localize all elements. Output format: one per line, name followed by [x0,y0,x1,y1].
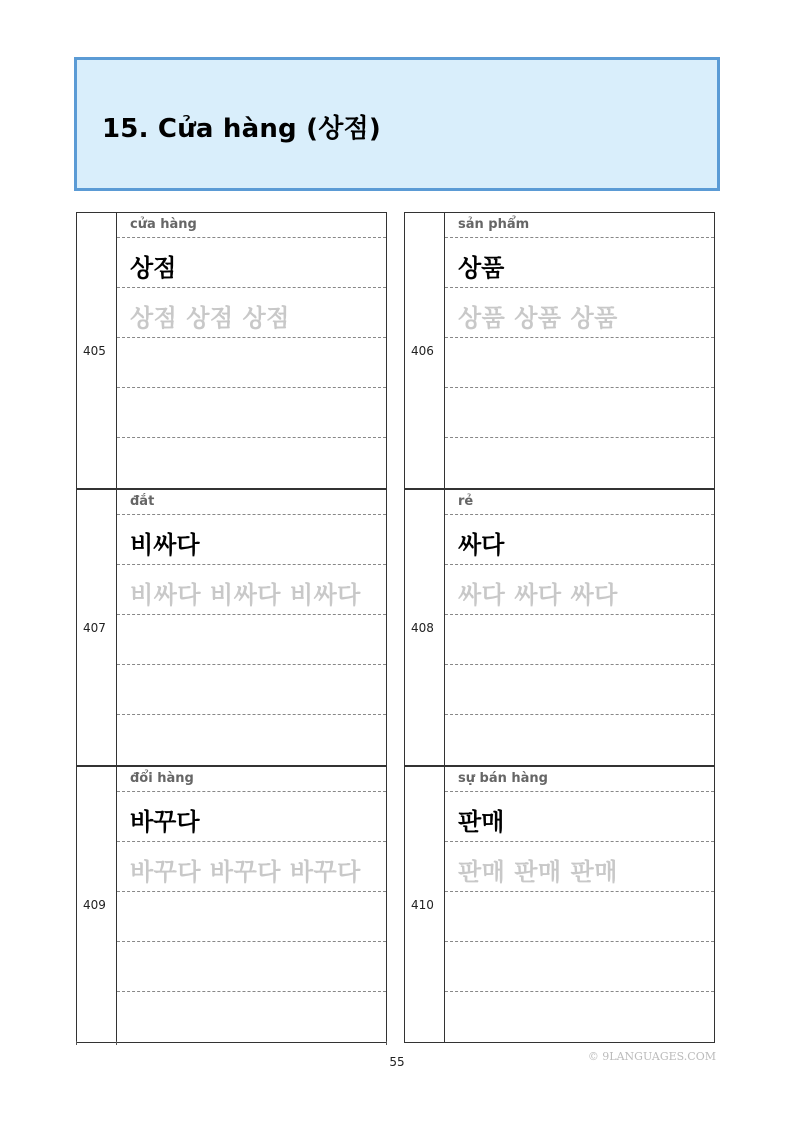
number-column [77,490,117,765]
korean-word: 싸다 [458,531,505,559]
meaning-label: đổi hàng [117,767,386,792]
writing-line[interactable] [117,388,386,438]
writing-line[interactable] [445,388,714,438]
trace-practice: 판매 판매 판매 [458,858,618,886]
korean-word: 바꾸다 [130,808,200,836]
writing-line[interactable] [445,942,714,992]
writing-line[interactable] [445,615,714,665]
writing-line[interactable] [445,892,714,942]
number-column [405,213,445,488]
writing-line[interactable] [117,942,386,992]
meaning-label: sản phẩm [445,213,714,238]
number-column [77,767,117,1042]
writing-line[interactable] [117,665,386,715]
writing-line[interactable] [117,715,386,765]
page-title: 15. Cửa hàng (상점) [102,114,381,144]
margin-tick [76,1041,77,1045]
korean-word: 판매 [458,808,505,836]
vocab-card [76,489,387,766]
writing-line[interactable] [117,338,386,388]
meaning-label: rẻ [445,490,714,515]
trace-practice: 상점 상점 상점 [130,304,290,332]
trace-practice: 바꾸다 바꾸다 바꾸다 [130,858,361,886]
meaning-label: đắt [117,490,386,515]
trace-practice: 비싸다 비싸다 비싸다 [130,581,361,609]
number-column [405,767,445,1042]
entry-number: 410 [411,898,434,912]
writing-line[interactable] [117,992,386,1042]
entry-number: 409 [83,898,106,912]
meaning-label: sự bán hàng [445,767,714,792]
korean-word: 상품 [458,254,505,282]
writing-line[interactable] [445,338,714,388]
margin-tick [386,1041,387,1045]
writing-line[interactable] [117,438,386,488]
vocab-card [404,489,715,766]
vocab-card [404,212,715,489]
writing-line[interactable] [445,438,714,488]
margin-tick [116,1041,117,1045]
entry-number: 407 [83,621,106,635]
vocab-card [76,212,387,489]
number-column [77,213,117,488]
writing-line[interactable] [445,715,714,765]
title-banner [74,57,720,191]
page-number: 55 [389,1055,405,1069]
writing-line[interactable] [445,992,714,1042]
meaning-label: cửa hàng [117,213,386,238]
korean-word: 비싸다 [130,531,200,559]
entry-number: 408 [411,621,434,635]
entry-number: 405 [83,344,106,358]
vocab-card [76,766,387,1043]
trace-practice: 싸다 싸다 싸다 [458,581,618,609]
writing-line[interactable] [117,615,386,665]
trace-practice: 상품 상품 상품 [458,304,618,332]
number-column [405,490,445,765]
writing-line[interactable] [117,892,386,942]
copyright-notice: © 9LANGUAGES.COM [587,1050,716,1063]
writing-line[interactable] [445,665,714,715]
entry-number: 406 [411,344,434,358]
korean-word: 상점 [130,254,177,282]
vocab-card [404,766,715,1043]
